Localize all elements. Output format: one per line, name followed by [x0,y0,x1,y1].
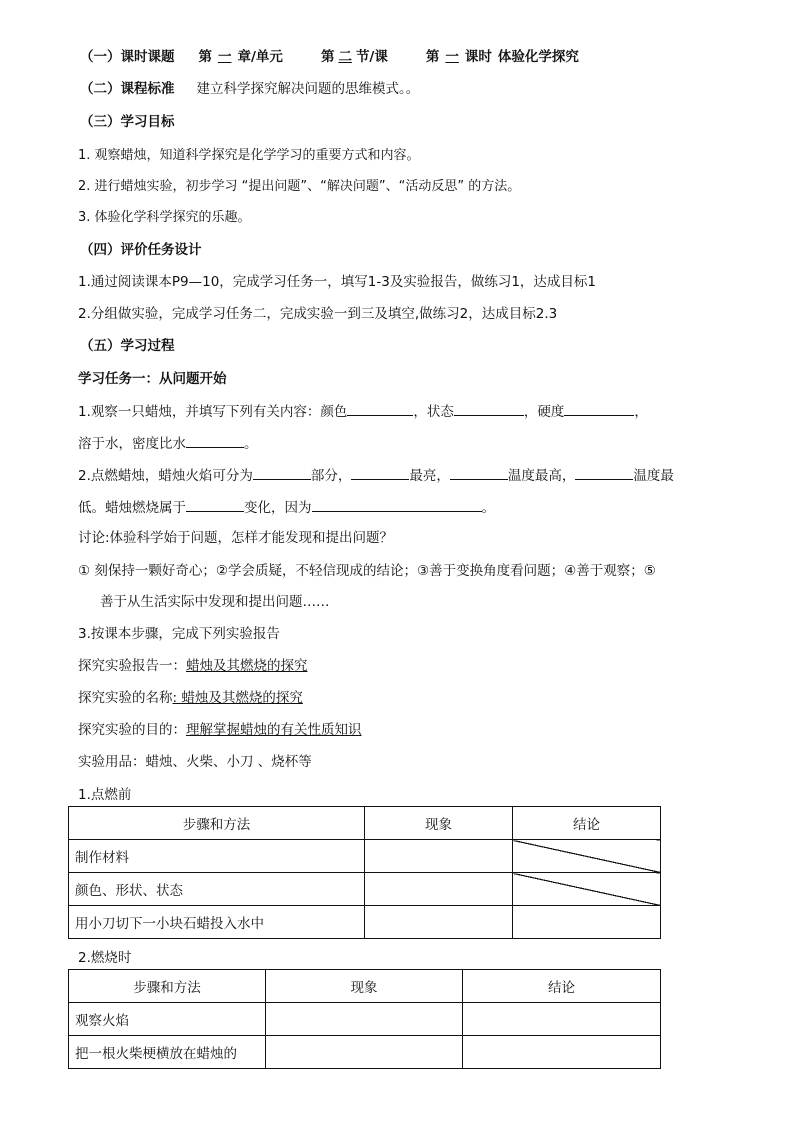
evaluation-item: 2.分组做实验，完成学习任务二，完成实验一到三及填空,做练习2，达成目标2.3 [78,306,558,322]
table-2-caption: 2.燃烧时 [78,950,132,966]
lesson-topic: 体验化学探究 [497,49,579,65]
flame-parts-blank[interactable] [253,465,311,480]
report-materials: 实验用品：蜡烛、火柴、小刀 、烧杯等 [78,754,312,770]
coolest-blank[interactable] [575,465,633,480]
report-name-line: 探究实验的名称: 蜡烛及其燃烧的探究 [78,690,303,706]
table-row [69,840,661,873]
brightest-blank[interactable] [351,465,409,480]
section-3-label: （三）学习目标 [80,114,175,130]
table-row [69,906,661,939]
observation-cell[interactable] [266,1036,463,1069]
goal-item: 2. 进行蜡烛实验，初步学习 “提出问题”、“解决问题”、“活动反思” 的方法。 [78,179,521,194]
change-type-blank[interactable] [186,497,244,512]
section-5-label: （五）学习过程 [80,338,175,354]
lesson-title-line: （一）课时课题 第 一 章/单元 第 二 节/课 第 一 课时 体验化学探究 [80,49,579,65]
report-title: 蜡烛及其燃烧的探究 [186,658,308,674]
lesson-number: 一 [445,49,459,65]
density-blank[interactable] [186,433,244,448]
observation-cell[interactable] [365,873,513,906]
table-row [69,873,661,906]
reason-blank[interactable] [312,497,482,512]
table-cell: 颜色、形状、状态 [69,873,365,906]
observation-cell[interactable] [365,906,513,939]
table-header: 现象 [266,970,463,1003]
color-blank[interactable] [347,401,413,416]
table-header: 现象 [365,807,513,840]
report-purpose: 理解掌握蜡烛的有关性质知识 [186,722,362,738]
crossed-out-cell [513,840,661,873]
report-purpose-line: 探究实验的目的：理解掌握蜡烛的有关性质知识 [78,722,362,738]
section-1-label: （一）课时课题 [80,49,175,65]
chapter-number: 一 [218,49,232,65]
observation-cell[interactable] [365,840,513,873]
course-standard-line [80,79,419,99]
conclusion-cell[interactable] [463,1036,661,1069]
course-standard-text: 建立科学探究解决问题的思维模式。。 [196,81,420,97]
table-row [69,1036,661,1069]
question-2-line-1: 2.点燃蜡烛，蜡烛火焰可分为 部分， 最亮， 温度最高， 温度最 [78,465,674,486]
hottest-blank[interactable] [450,465,508,480]
evaluation-item: 1.通过阅读课本P9—10，完成学习任务一，填写1-3及实验报告，做练习1，达成目标1 [78,274,597,290]
table-header: 结论 [513,807,661,840]
discussion-question: 讨论:体验科学始于问题，怎样才能发现和提出问题？ [78,530,394,546]
table-cell: 制作材料 [69,840,365,873]
methods-line-2: 善于从生活实际中发现和提出问题…… [100,594,330,610]
question-3: 3.按课本步骤，完成下列实验报告 [78,626,280,642]
hardness-blank[interactable] [564,401,634,416]
table-1-caption: 1.点燃前 [78,787,132,803]
question-1-line-2: 溶于水，密度比水 。 [78,433,258,454]
goal-item: 1. 观察蜡烛，知道科学探究是化学学习的重要方式和内容。 [78,148,420,163]
table-header: 步骤和方法 [69,807,365,840]
section-2-label: （二）课程标准 [80,81,175,97]
crossed-out-cell [513,873,661,906]
report-title-line: 探究实验报告一：蜡烛及其燃烧的探究 [78,658,308,674]
task-1-title: 学习任务一：从问题开始 [78,371,227,387]
section-4-label: （四）评价任务设计 [80,242,202,258]
during-burning-table [68,969,661,1069]
question-1-line-1: 1.观察一只蜡烛，并填写下列有关内容：颜色 ，状态 ，硬度 ， [78,401,648,422]
table-header: 步骤和方法 [69,970,266,1003]
table-cell: 把一根火柴梗横放在蜡烛的 [69,1036,266,1069]
table-cell: 观察火焰 [69,1003,266,1036]
methods-line-1: ① 刻保持一颗好奇心；②学会质疑，不轻信现成的结论；③善于变换角度看问题；④善于观察；⑤ [78,563,656,579]
table-row [69,1003,661,1036]
table-header: 结论 [463,970,661,1003]
table-cell: 用小刀切下一小块石蜡投入水中 [69,906,365,939]
conclusion-cell[interactable] [513,906,661,939]
state-blank[interactable] [454,401,524,416]
section-number: 二 [338,49,352,65]
conclusion-cell[interactable] [463,1003,661,1036]
before-lighting-table [68,806,661,939]
observation-cell[interactable] [266,1003,463,1036]
report-name: : 蜡烛及其燃烧的探究 [172,690,303,706]
question-2-line-2: 低。蜡烛燃烧属于 变化，因为 。 [78,497,495,518]
goal-item: 3. 体验化学科学探究的乐趣。 [78,210,251,225]
